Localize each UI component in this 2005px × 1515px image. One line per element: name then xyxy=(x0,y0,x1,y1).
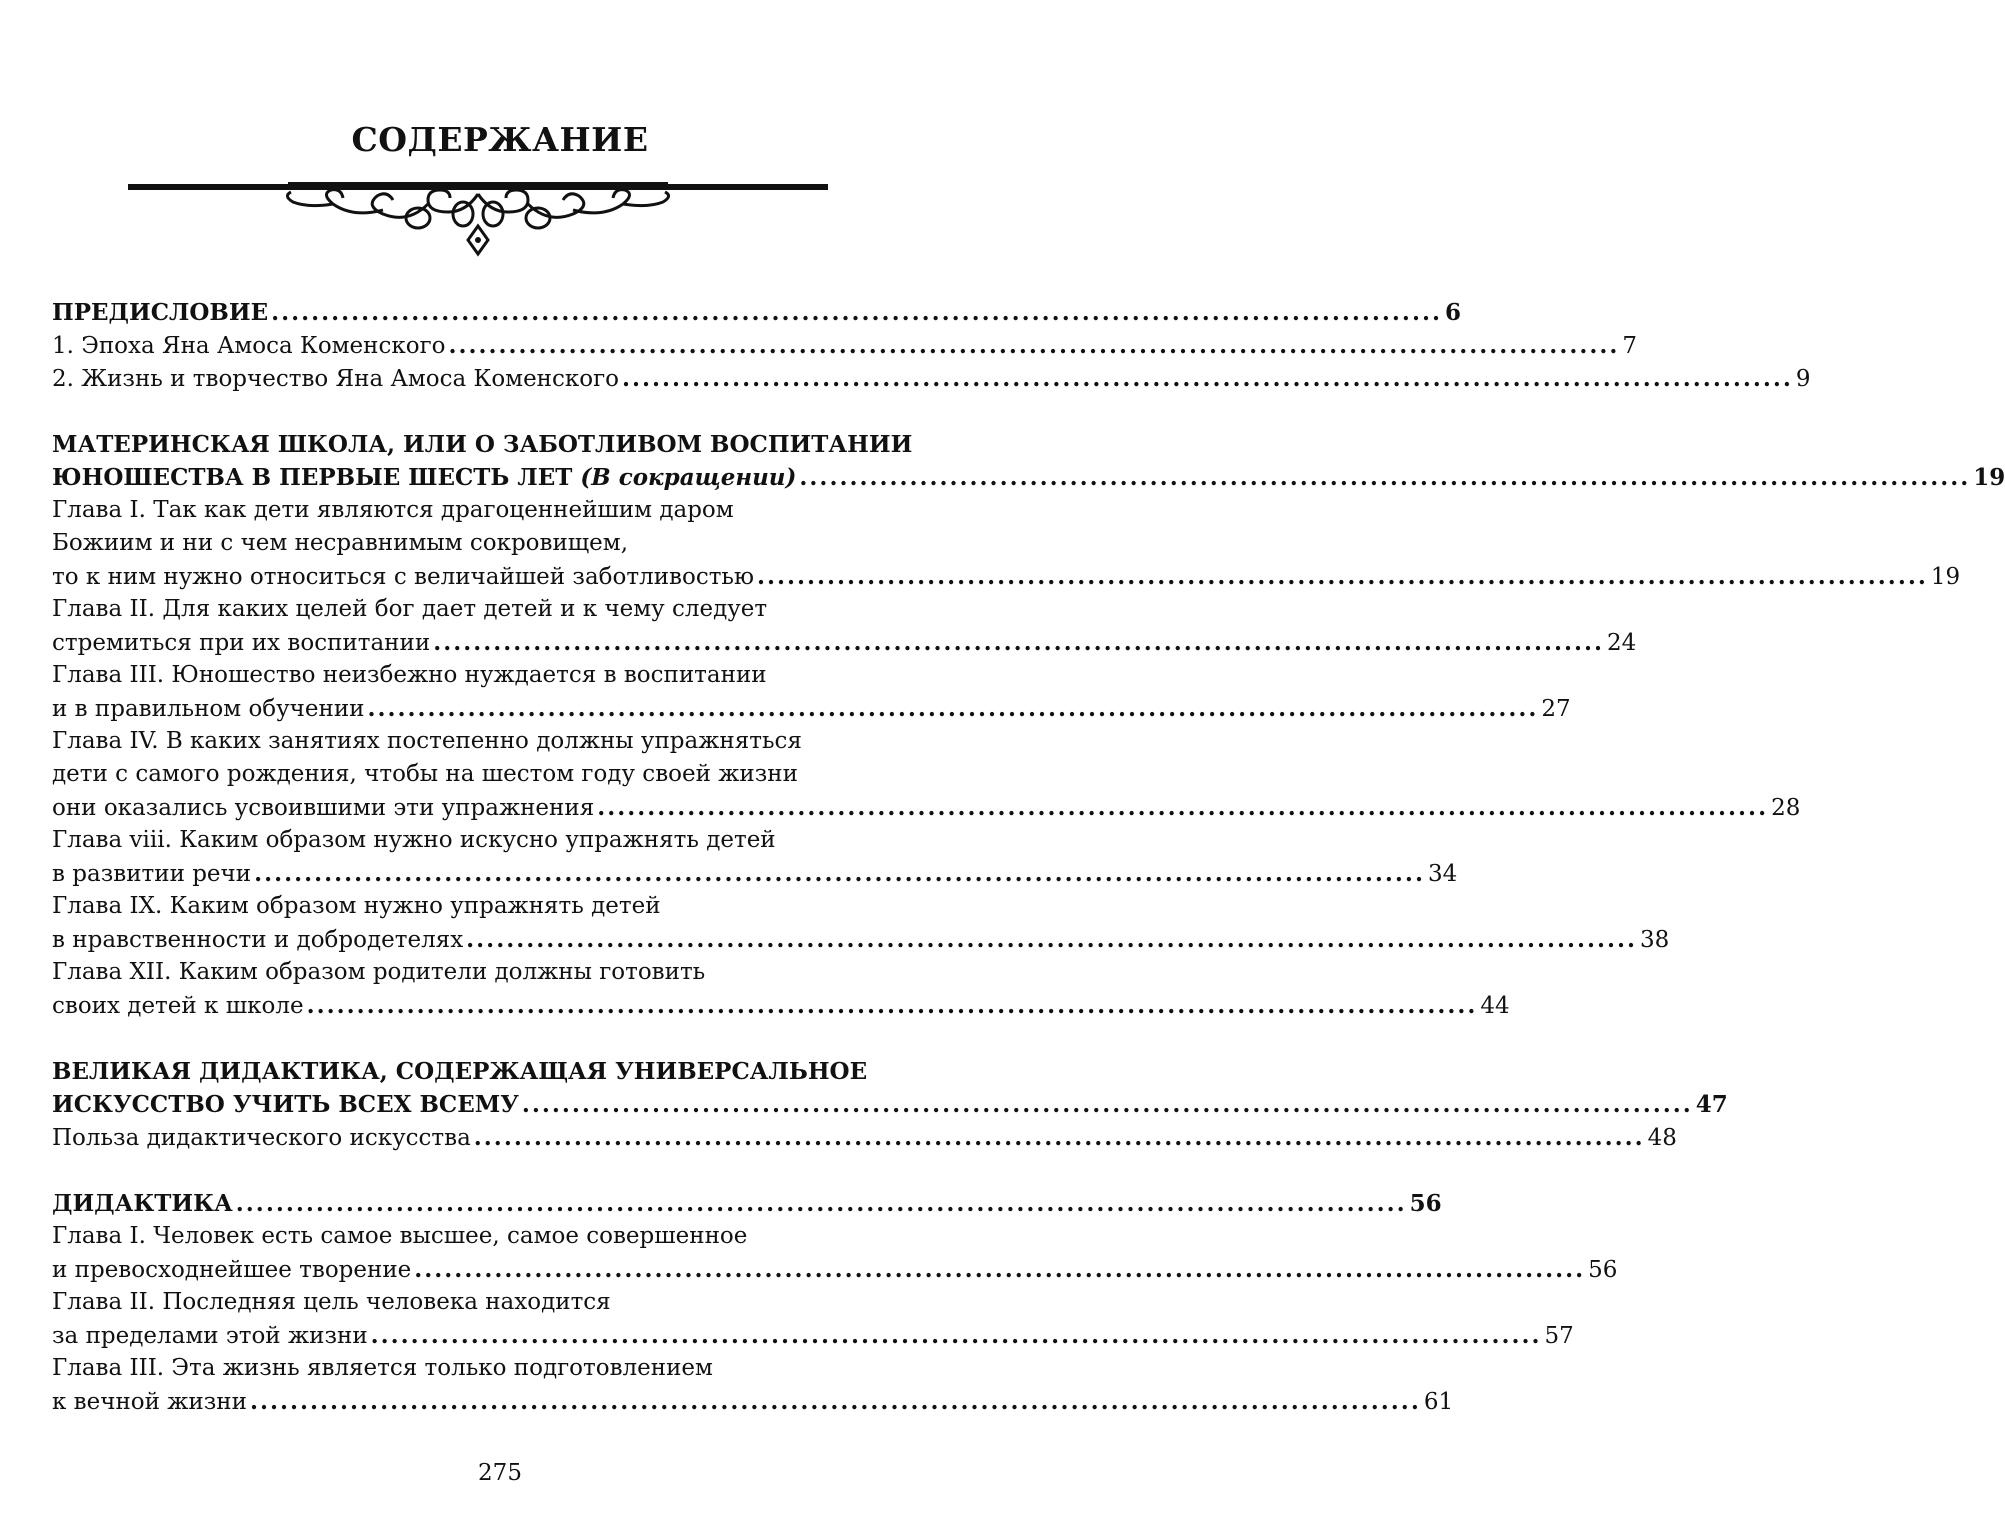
toc-entry: Божиим и ни с чем несравнимым сокровищем, xyxy=(52,530,628,556)
toc-entry: Глава IV. В каких занятиях постепенно должны упражняться xyxy=(52,728,802,754)
toc-entry: Глава viii. Каким образом нужно искусно упражнять детей xyxy=(52,827,776,853)
toc-entry: Глава II. Последняя цель человека находится xyxy=(52,1289,611,1315)
toc-entry: ДИДАКТИКА ..................................................................................................................... 56 xyxy=(52,1190,1442,1217)
toc-entry: и в правильном обучении ..................................................................................................................... 27 xyxy=(52,695,1571,722)
toc-entry: они оказались усвоившими эти упражнения ..................................................................................................................... 28 xyxy=(52,794,1801,821)
toc-entry: в развитии речи ..................................................................................................................... 34 xyxy=(52,860,1458,887)
toc-entry: то к ним нужно относиться с величайшей заботливостью ..................................................................................................................... 19 xyxy=(52,563,1961,590)
toc-entry: Глава II. Для каких целей бог дает детей и к чему следует xyxy=(52,596,768,622)
toc-entry: за пределами этой жизни ..................................................................................................................... 57 xyxy=(52,1322,1574,1349)
toc-entry: стремиться при их воспитании ..................................................................................................................... 24 xyxy=(52,629,1637,656)
toc-entry: Польза дидактического искусства ..................................................................................................................... 48 xyxy=(52,1124,1677,1151)
toc-entry: 2. Жизнь и творчество Яна Амоса Коменского ..................................................................................................................... 9 xyxy=(52,365,1811,392)
toc-entry: ИСКУССТВО УЧИТЬ ВСЕХ ВСЕМУ ..................................................................................................................... 47 xyxy=(52,1091,1728,1118)
toc-entry: Глава III. Юношество неизбежно нуждается в воспитании xyxy=(52,662,767,688)
toc-entry: в нравственности и добродетелях ..................................................................................................................... 38 xyxy=(52,926,1670,953)
page-number: 275 xyxy=(478,1460,522,1486)
toc-heading: МАТЕРИНСКАЯ ШКОЛА, ИЛИ О ЗАБОТЛИВОМ ВОСПИТАНИИ xyxy=(52,431,913,458)
toc-entry: 1. Эпоха Яна Амоса Коменского ..................................................................................................................... 7 xyxy=(52,332,1637,359)
toc-entry: и превосходнейшее творение ..................................................................................................................... 56 xyxy=(52,1256,1618,1283)
toc-entry: Глава I. Человек есть самое высшее, самое совершенное xyxy=(52,1223,748,1249)
toc-entry: Глава IX. Каким образом нужно упражнять детей xyxy=(52,893,661,919)
table-of-contents xyxy=(52,296,2005,1418)
toc-entry: Глава III. Эта жизнь является только подготовлением xyxy=(52,1355,713,1381)
toc-entry: ПРЕДИСЛОВИЕ ..................................................................................................................... 6 xyxy=(52,299,1461,326)
toc-entry: дети с самого рождения, чтобы на шестом году своей жизни xyxy=(52,761,798,787)
toc-entry: своих детей к школе ..................................................................................................................... 44 xyxy=(52,992,1510,1019)
toc-entry: Глава XII. Каким образом родители должны готовить xyxy=(52,959,706,985)
toc-entry: к вечной жизни ..................................................................................................................... 61 xyxy=(52,1388,1454,1415)
toc-heading: ВЕЛИКАЯ ДИДАКТИКА, СОДЕРЖАЩАЯ УНИВЕРСАЛЬНОЕ xyxy=(52,1058,868,1085)
toc-entry: Глава I. Так как дети являются драгоценнейшим даром xyxy=(52,497,734,523)
page-title: СОДЕРЖАНИЕ xyxy=(351,120,649,159)
toc-entry: ЮНОШЕСТВА В ПЕРВЫЕ ШЕСТЬ ЛЕТ (В сокращении) ..................................................................................................................... 19 xyxy=(52,464,2005,491)
scroll-ornament-icon xyxy=(128,180,828,260)
